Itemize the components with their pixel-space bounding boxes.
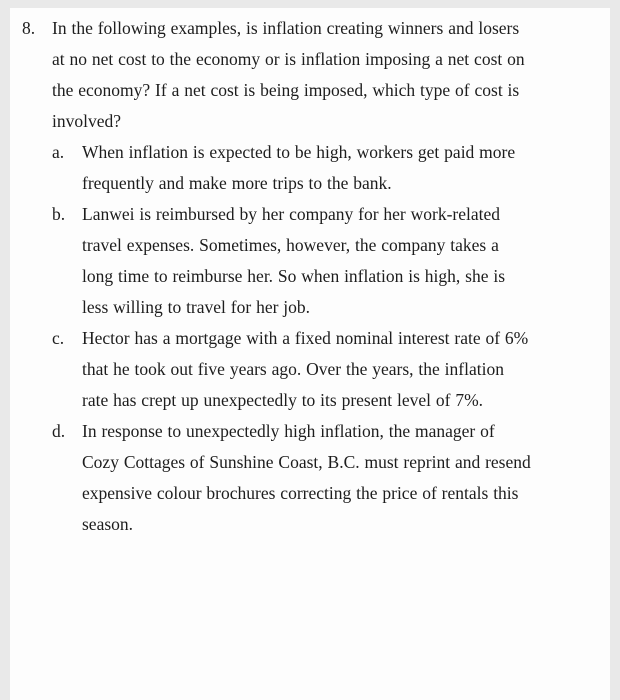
part-c-label: c. xyxy=(52,328,65,348)
part-b-label: b. xyxy=(52,204,66,224)
part-d-label: d. xyxy=(52,421,66,441)
question-part-c xyxy=(52,323,610,416)
question-8 xyxy=(22,13,610,540)
part-a-label: a. xyxy=(52,142,65,162)
part-d-text: In response to unexpectedly high inflation, the manager of Cozy Cottages of Sunshine Coast, B.C. must reprint and resend expensive colour brochures correcting the price of rentals this season. xyxy=(82,421,531,534)
question-part-b xyxy=(52,199,610,323)
question-stem-row xyxy=(22,13,610,137)
part-c-text: Hector has a mortgage with a fixed nominal interest rate of 6% that he took out five years ago. Over the years, the inflation rate has crept up unexpectedly to its present level of 7%. xyxy=(82,328,529,410)
question-stem: In the following examples, is inflation creating winners and losers at no net cost to the economy or is inflation imposing a net cost on the economy? If a net cost is being imposed, which type of cost is involved? xyxy=(52,18,525,131)
part-a-text: When inflation is expected to be high, workers get paid more frequently and make more trips to the bank. xyxy=(82,142,516,193)
question-number: 8. xyxy=(22,18,36,38)
document-page xyxy=(10,8,610,700)
question-part-a xyxy=(52,137,610,199)
part-b-text: Lanwei is reimbursed by her company for her work-related travel expenses. Sometimes, however, the company takes a long time to reimburse her. So when inflation is high, she is less willing to travel for her job. xyxy=(82,204,506,317)
question-parts-list xyxy=(22,137,610,540)
question-part-d xyxy=(52,416,610,540)
